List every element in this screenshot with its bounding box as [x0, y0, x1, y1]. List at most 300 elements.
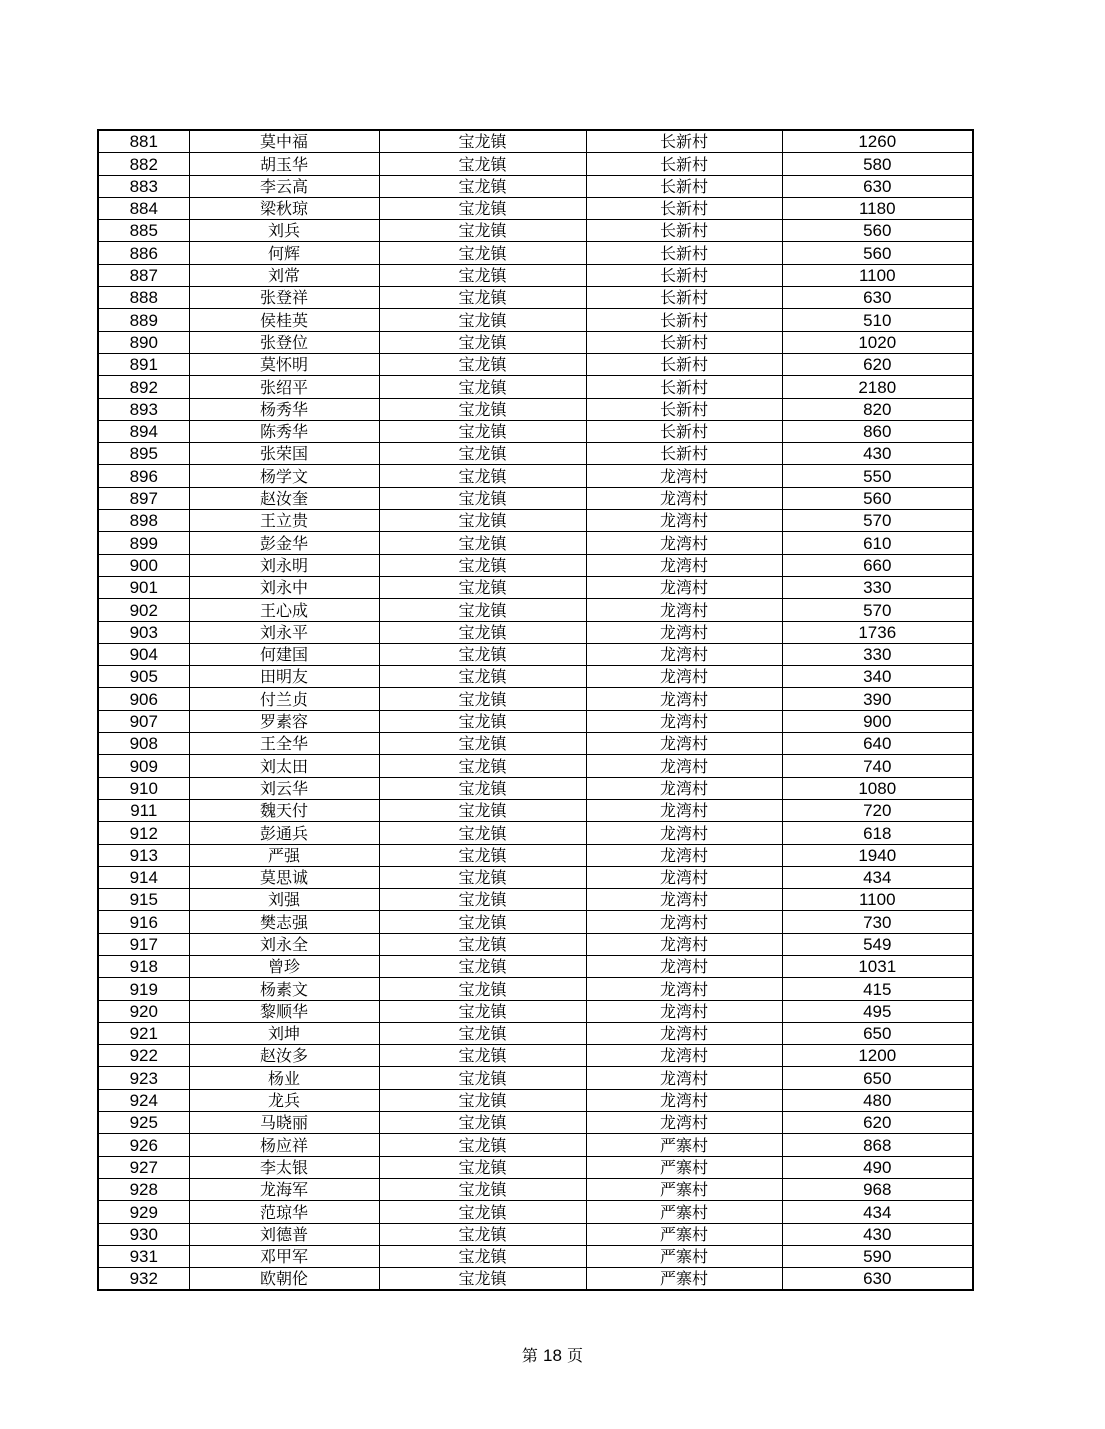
- name-cell: 刘强: [189, 889, 379, 911]
- table-row: [98, 287, 973, 309]
- row-number-cell: 928: [98, 1178, 189, 1200]
- amount-cell: 1100: [782, 889, 973, 911]
- village-cell: 龙湾村: [586, 822, 782, 844]
- amount-cell: 1260: [782, 130, 973, 153]
- village-cell: 龙湾村: [586, 1067, 782, 1089]
- table-row: [98, 866, 973, 888]
- village-cell: 长新村: [586, 264, 782, 286]
- table-row: [98, 398, 973, 420]
- page-footer: [0, 1343, 1105, 1366]
- village-cell: 龙湾村: [586, 621, 782, 643]
- table-row: [98, 688, 973, 710]
- amount-cell: 740: [782, 755, 973, 777]
- village-cell: 长新村: [586, 175, 782, 197]
- table-row: [98, 443, 973, 465]
- village-cell: 长新村: [586, 220, 782, 242]
- table-row: [98, 599, 973, 621]
- table-body: [98, 130, 973, 1290]
- name-cell: 刘德普: [189, 1223, 379, 1245]
- amount-cell: 630: [782, 175, 973, 197]
- row-number-cell: 902: [98, 599, 189, 621]
- village-cell: 长新村: [586, 398, 782, 420]
- village-cell: 龙湾村: [586, 599, 782, 621]
- table-row: [98, 576, 973, 598]
- table-row: [98, 264, 973, 286]
- row-number-cell: 927: [98, 1156, 189, 1178]
- row-number-cell: 881: [98, 130, 189, 153]
- amount-cell: 1080: [782, 777, 973, 799]
- town-cell: 宝龙镇: [379, 844, 586, 866]
- village-cell: 长新村: [586, 309, 782, 331]
- village-cell: 严寨村: [586, 1156, 782, 1178]
- footer-prefix: 第: [521, 1346, 538, 1365]
- row-number-cell: 889: [98, 309, 189, 331]
- amount-cell: 900: [782, 710, 973, 732]
- amount-cell: 415: [782, 978, 973, 1000]
- village-cell: 长新村: [586, 331, 782, 353]
- village-cell: 长新村: [586, 153, 782, 175]
- amount-cell: 630: [782, 287, 973, 309]
- row-number-cell: 930: [98, 1223, 189, 1245]
- village-cell: 龙湾村: [586, 755, 782, 777]
- village-cell: 龙湾村: [586, 799, 782, 821]
- name-cell: 莫中福: [189, 130, 379, 153]
- town-cell: 宝龙镇: [379, 1223, 586, 1245]
- table-row: [98, 1112, 973, 1134]
- town-cell: 宝龙镇: [379, 911, 586, 933]
- town-cell: 宝龙镇: [379, 755, 586, 777]
- row-number-cell: 890: [98, 331, 189, 353]
- amount-cell: 630: [782, 1268, 973, 1291]
- row-number-cell: 909: [98, 755, 189, 777]
- village-cell: 严寨村: [586, 1223, 782, 1245]
- name-cell: 付兰贞: [189, 688, 379, 710]
- amount-cell: 480: [782, 1089, 973, 1111]
- table-row: [98, 487, 973, 509]
- amount-cell: 330: [782, 576, 973, 598]
- row-number-cell: 882: [98, 153, 189, 175]
- town-cell: 宝龙镇: [379, 331, 586, 353]
- amount-cell: 330: [782, 643, 973, 665]
- name-cell: 张荣国: [189, 443, 379, 465]
- amount-cell: 2180: [782, 376, 973, 398]
- name-cell: 范琼华: [189, 1201, 379, 1223]
- row-number-cell: 903: [98, 621, 189, 643]
- row-number-cell: 883: [98, 175, 189, 197]
- amount-cell: 610: [782, 532, 973, 554]
- town-cell: 宝龙镇: [379, 1000, 586, 1022]
- row-number-cell: 913: [98, 844, 189, 866]
- row-number-cell: 899: [98, 532, 189, 554]
- name-cell: 张绍平: [189, 376, 379, 398]
- table-row: [98, 175, 973, 197]
- town-cell: 宝龙镇: [379, 353, 586, 375]
- table-row: [98, 933, 973, 955]
- name-cell: 黎顺华: [189, 1000, 379, 1022]
- row-number-cell: 932: [98, 1268, 189, 1291]
- name-cell: 王立贵: [189, 510, 379, 532]
- table-row: [98, 777, 973, 799]
- amount-cell: 1020: [782, 331, 973, 353]
- table-row: [98, 376, 973, 398]
- amount-cell: 1100: [782, 264, 973, 286]
- table-row: [98, 1245, 973, 1267]
- row-number-cell: 887: [98, 264, 189, 286]
- row-number-cell: 891: [98, 353, 189, 375]
- name-cell: 何建国: [189, 643, 379, 665]
- amount-cell: 868: [782, 1134, 973, 1156]
- name-cell: 罗素容: [189, 710, 379, 732]
- town-cell: 宝龙镇: [379, 1022, 586, 1044]
- town-cell: 宝龙镇: [379, 1134, 586, 1156]
- name-cell: 欧朝伦: [189, 1268, 379, 1291]
- name-cell: 刘永平: [189, 621, 379, 643]
- town-cell: 宝龙镇: [379, 1067, 586, 1089]
- town-cell: 宝龙镇: [379, 197, 586, 219]
- village-cell: 龙湾村: [586, 465, 782, 487]
- amount-cell: 860: [782, 420, 973, 442]
- village-cell: 龙湾村: [586, 710, 782, 732]
- village-cell: 龙湾村: [586, 733, 782, 755]
- name-cell: 刘云华: [189, 777, 379, 799]
- town-cell: 宝龙镇: [379, 688, 586, 710]
- town-cell: 宝龙镇: [379, 376, 586, 398]
- town-cell: 宝龙镇: [379, 1089, 586, 1111]
- row-number-cell: 921: [98, 1022, 189, 1044]
- amount-cell: 720: [782, 799, 973, 821]
- amount-cell: 560: [782, 220, 973, 242]
- village-cell: 龙湾村: [586, 955, 782, 977]
- village-cell: 龙湾村: [586, 1000, 782, 1022]
- town-cell: 宝龙镇: [379, 978, 586, 1000]
- village-cell: 长新村: [586, 443, 782, 465]
- table-row: [98, 666, 973, 688]
- row-number-cell: 895: [98, 443, 189, 465]
- table-row: [98, 1156, 973, 1178]
- table-row: [98, 420, 973, 442]
- table-row: [98, 978, 973, 1000]
- amount-cell: 968: [782, 1178, 973, 1200]
- village-cell: 长新村: [586, 197, 782, 219]
- amount-cell: 618: [782, 822, 973, 844]
- amount-cell: 590: [782, 1245, 973, 1267]
- village-cell: 龙湾村: [586, 844, 782, 866]
- row-number-cell: 894: [98, 420, 189, 442]
- amount-cell: 730: [782, 911, 973, 933]
- amount-cell: 570: [782, 510, 973, 532]
- table-row: [98, 1045, 973, 1067]
- name-cell: 侯桂英: [189, 309, 379, 331]
- row-number-cell: 904: [98, 643, 189, 665]
- amount-cell: 549: [782, 933, 973, 955]
- village-cell: 龙湾村: [586, 532, 782, 554]
- amount-cell: 550: [782, 465, 973, 487]
- town-cell: 宝龙镇: [379, 443, 586, 465]
- town-cell: 宝龙镇: [379, 1268, 586, 1291]
- row-number-cell: 884: [98, 197, 189, 219]
- row-number-cell: 924: [98, 1089, 189, 1111]
- row-number-cell: 914: [98, 866, 189, 888]
- table-row: [98, 532, 973, 554]
- town-cell: 宝龙镇: [379, 510, 586, 532]
- village-cell: 龙湾村: [586, 1022, 782, 1044]
- name-cell: 莫怀明: [189, 353, 379, 375]
- table-row: [98, 309, 973, 331]
- name-cell: 李太银: [189, 1156, 379, 1178]
- town-cell: 宝龙镇: [379, 621, 586, 643]
- name-cell: 陈秀华: [189, 420, 379, 442]
- town-cell: 宝龙镇: [379, 955, 586, 977]
- town-cell: 宝龙镇: [379, 599, 586, 621]
- row-number-cell: 912: [98, 822, 189, 844]
- village-cell: 龙湾村: [586, 643, 782, 665]
- name-cell: 彭通兵: [189, 822, 379, 844]
- name-cell: 曾珍: [189, 955, 379, 977]
- amount-cell: 650: [782, 1022, 973, 1044]
- name-cell: 樊志强: [189, 911, 379, 933]
- table-row: [98, 554, 973, 576]
- village-cell: 龙湾村: [586, 510, 782, 532]
- amount-cell: 620: [782, 353, 973, 375]
- amount-cell: 570: [782, 599, 973, 621]
- village-cell: 龙湾村: [586, 777, 782, 799]
- town-cell: 宝龙镇: [379, 1178, 586, 1200]
- village-cell: 龙湾村: [586, 1089, 782, 1111]
- town-cell: 宝龙镇: [379, 866, 586, 888]
- data-table: [97, 129, 974, 1291]
- village-cell: 严寨村: [586, 1134, 782, 1156]
- row-number-cell: 907: [98, 710, 189, 732]
- village-cell: 龙湾村: [586, 911, 782, 933]
- amount-cell: 1180: [782, 197, 973, 219]
- village-cell: 长新村: [586, 130, 782, 153]
- name-cell: 田明友: [189, 666, 379, 688]
- town-cell: 宝龙镇: [379, 287, 586, 309]
- name-cell: 龙海军: [189, 1178, 379, 1200]
- village-cell: 龙湾村: [586, 933, 782, 955]
- name-cell: 莫思诚: [189, 866, 379, 888]
- town-cell: 宝龙镇: [379, 1245, 586, 1267]
- row-number-cell: 917: [98, 933, 189, 955]
- table-row: [98, 331, 973, 353]
- name-cell: 何辉: [189, 242, 379, 264]
- name-cell: 马晓丽: [189, 1112, 379, 1134]
- table-row: [98, 621, 973, 643]
- town-cell: 宝龙镇: [379, 130, 586, 153]
- table-row: [98, 710, 973, 732]
- row-number-cell: 911: [98, 799, 189, 821]
- table-row: [98, 353, 973, 375]
- name-cell: 张登位: [189, 331, 379, 353]
- footer-suffix: 页: [567, 1346, 584, 1365]
- name-cell: 赵汝奎: [189, 487, 379, 509]
- village-cell: 龙湾村: [586, 487, 782, 509]
- amount-cell: 434: [782, 1201, 973, 1223]
- town-cell: 宝龙镇: [379, 1112, 586, 1134]
- name-cell: 彭金华: [189, 532, 379, 554]
- town-cell: 宝龙镇: [379, 889, 586, 911]
- name-cell: 刘太田: [189, 755, 379, 777]
- name-cell: 刘永明: [189, 554, 379, 576]
- table-row: [98, 220, 973, 242]
- amount-cell: 560: [782, 487, 973, 509]
- town-cell: 宝龙镇: [379, 420, 586, 442]
- amount-cell: 640: [782, 733, 973, 755]
- town-cell: 宝龙镇: [379, 1156, 586, 1178]
- table-row: [98, 465, 973, 487]
- amount-cell: 510: [782, 309, 973, 331]
- town-cell: 宝龙镇: [379, 576, 586, 598]
- name-cell: 邓甲军: [189, 1245, 379, 1267]
- village-cell: 长新村: [586, 287, 782, 309]
- village-cell: 严寨村: [586, 1178, 782, 1200]
- table-row: [98, 1134, 973, 1156]
- village-cell: 严寨村: [586, 1268, 782, 1291]
- name-cell: 杨秀华: [189, 398, 379, 420]
- row-number-cell: 920: [98, 1000, 189, 1022]
- name-cell: 严强: [189, 844, 379, 866]
- table-row: [98, 1201, 973, 1223]
- town-cell: 宝龙镇: [379, 1201, 586, 1223]
- town-cell: 宝龙镇: [379, 822, 586, 844]
- table-row: [98, 822, 973, 844]
- town-cell: 宝龙镇: [379, 733, 586, 755]
- village-cell: 龙湾村: [586, 978, 782, 1000]
- name-cell: 刘永全: [189, 933, 379, 955]
- table-row: [98, 1178, 973, 1200]
- town-cell: 宝龙镇: [379, 220, 586, 242]
- town-cell: 宝龙镇: [379, 532, 586, 554]
- town-cell: 宝龙镇: [379, 666, 586, 688]
- name-cell: 刘永中: [189, 576, 379, 598]
- table-row: [98, 911, 973, 933]
- town-cell: 宝龙镇: [379, 487, 586, 509]
- amount-cell: 580: [782, 153, 973, 175]
- amount-cell: 560: [782, 242, 973, 264]
- row-number-cell: 916: [98, 911, 189, 933]
- table-row: [98, 1223, 973, 1245]
- row-number-cell: 922: [98, 1045, 189, 1067]
- row-number-cell: 901: [98, 576, 189, 598]
- row-number-cell: 919: [98, 978, 189, 1000]
- village-cell: 严寨村: [586, 1245, 782, 1267]
- amount-cell: 434: [782, 866, 973, 888]
- town-cell: 宝龙镇: [379, 710, 586, 732]
- village-cell: 严寨村: [586, 1201, 782, 1223]
- row-number-cell: 900: [98, 554, 189, 576]
- table-row: [98, 153, 973, 175]
- name-cell: 杨学文: [189, 465, 379, 487]
- town-cell: 宝龙镇: [379, 242, 586, 264]
- name-cell: 赵汝多: [189, 1045, 379, 1067]
- table-row: [98, 242, 973, 264]
- table-row: [98, 955, 973, 977]
- row-number-cell: 892: [98, 376, 189, 398]
- row-number-cell: 918: [98, 955, 189, 977]
- town-cell: 宝龙镇: [379, 554, 586, 576]
- village-cell: 龙湾村: [586, 1045, 782, 1067]
- town-cell: 宝龙镇: [379, 153, 586, 175]
- name-cell: 杨素文: [189, 978, 379, 1000]
- amount-cell: 660: [782, 554, 973, 576]
- village-cell: 龙湾村: [586, 576, 782, 598]
- amount-cell: 430: [782, 443, 973, 465]
- row-number-cell: 931: [98, 1245, 189, 1267]
- row-number-cell: 896: [98, 465, 189, 487]
- row-number-cell: 910: [98, 777, 189, 799]
- name-cell: 魏天付: [189, 799, 379, 821]
- table-row: [98, 1268, 973, 1291]
- row-number-cell: 905: [98, 666, 189, 688]
- name-cell: 梁秋琼: [189, 197, 379, 219]
- village-cell: 长新村: [586, 353, 782, 375]
- village-cell: 长新村: [586, 376, 782, 398]
- table-row: [98, 755, 973, 777]
- row-number-cell: 915: [98, 889, 189, 911]
- row-number-cell: 893: [98, 398, 189, 420]
- name-cell: 李云高: [189, 175, 379, 197]
- amount-cell: 650: [782, 1067, 973, 1089]
- row-number-cell: 898: [98, 510, 189, 532]
- village-cell: 龙湾村: [586, 554, 782, 576]
- town-cell: 宝龙镇: [379, 465, 586, 487]
- table-row: [98, 1089, 973, 1111]
- town-cell: 宝龙镇: [379, 175, 586, 197]
- town-cell: 宝龙镇: [379, 398, 586, 420]
- amount-cell: 1031: [782, 955, 973, 977]
- table-row: [98, 733, 973, 755]
- table-row: [98, 1022, 973, 1044]
- page-number: 18: [543, 1346, 562, 1365]
- name-cell: 龙兵: [189, 1089, 379, 1111]
- name-cell: 王全华: [189, 733, 379, 755]
- amount-cell: 340: [782, 666, 973, 688]
- name-cell: 刘兵: [189, 220, 379, 242]
- table-row: [98, 844, 973, 866]
- row-number-cell: 929: [98, 1201, 189, 1223]
- row-number-cell: 885: [98, 220, 189, 242]
- name-cell: 刘常: [189, 264, 379, 286]
- row-number-cell: 926: [98, 1134, 189, 1156]
- row-number-cell: 908: [98, 733, 189, 755]
- name-cell: 杨应祥: [189, 1134, 379, 1156]
- name-cell: 杨业: [189, 1067, 379, 1089]
- row-number-cell: 925: [98, 1112, 189, 1134]
- town-cell: 宝龙镇: [379, 1045, 586, 1067]
- row-number-cell: 906: [98, 688, 189, 710]
- village-cell: 龙湾村: [586, 1112, 782, 1134]
- amount-cell: 820: [782, 398, 973, 420]
- table-row: [98, 197, 973, 219]
- table-row: [98, 889, 973, 911]
- town-cell: 宝龙镇: [379, 643, 586, 665]
- village-cell: 长新村: [586, 242, 782, 264]
- row-number-cell: 888: [98, 287, 189, 309]
- amount-cell: 1736: [782, 621, 973, 643]
- amount-cell: 390: [782, 688, 973, 710]
- name-cell: 胡玉华: [189, 153, 379, 175]
- village-cell: 龙湾村: [586, 666, 782, 688]
- village-cell: 龙湾村: [586, 688, 782, 710]
- row-number-cell: 897: [98, 487, 189, 509]
- amount-cell: 430: [782, 1223, 973, 1245]
- row-number-cell: 886: [98, 242, 189, 264]
- name-cell: 张登祥: [189, 287, 379, 309]
- town-cell: 宝龙镇: [379, 309, 586, 331]
- village-cell: 龙湾村: [586, 889, 782, 911]
- table-row: [98, 510, 973, 532]
- name-cell: 王心成: [189, 599, 379, 621]
